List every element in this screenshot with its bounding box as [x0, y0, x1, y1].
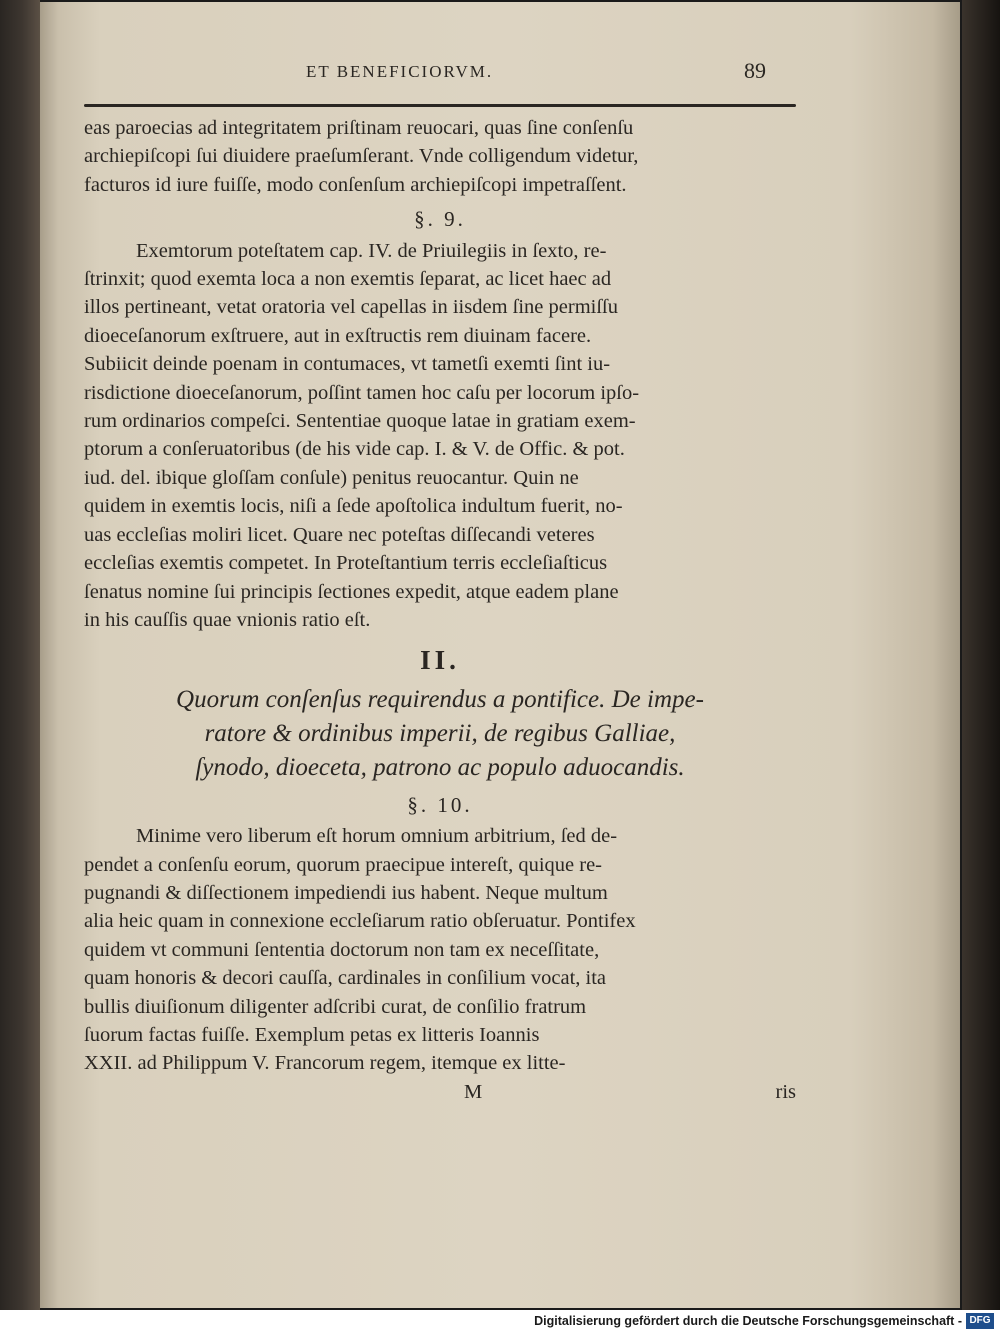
footer-bar [0, 1310, 1000, 1334]
text-line: facturos id iure fuiſſe, modo conſenſum archiepiſcopi impetraſſent. [84, 173, 627, 196]
heading-line: Quorum conſenſus requirendus a pontifice. De impe- [176, 685, 704, 713]
page-number: 89 [744, 58, 766, 83]
text-line: quam honoris & decori cauſſa, cardinales in conſilium vocat, ita [84, 967, 607, 990]
running-title: ET BENEFICIORVM. [306, 62, 494, 81]
heading-line: ſynodo, dioeceta, patrono ac populo aduocandis. [195, 753, 685, 781]
paragraph-1 [84, 114, 796, 199]
section-mark: §. 9. [414, 207, 466, 232]
text-line: in his cauſſis quae vnionis ratio eſt. [84, 608, 371, 631]
running-header [84, 52, 796, 92]
text-line: quidem in exemtis locis, niſi a ſede apoſtolica indultum fuerit, no- [84, 495, 623, 518]
page-body [84, 114, 796, 1106]
text-line: uas eccleſias moliri licet. Quare nec poteſtas diſſecandi veteres [84, 523, 595, 546]
chapter-number: II. [420, 645, 460, 676]
catchword: ris [775, 1080, 796, 1103]
text-line: archiepiſcopi ſui diuidere praeſumſerant. Vnde colligendum videtur, [84, 145, 639, 168]
text-line: XXII. ad Philippum V. Francorum regem, itemque ex litte- [84, 1052, 566, 1075]
text-line: ſtrinxit; quod exemta loca a non exemtis ſeparat, ac licet haec ad [84, 268, 612, 291]
text-line: quidem vt communi ſententia doctorum non tam ex neceſſitate, [84, 938, 600, 961]
text-line: rum ordinarios compeſci. Sententiae quoque latae in gratiam exem- [84, 410, 636, 433]
text-line: iud. del. ibique gloſſam conſule) penitus reuocantur. Quin ne [84, 466, 579, 489]
text-line: illos pertineant, vetat oratoria vel capellas in iisdem ſine permiſſu [84, 296, 618, 319]
text-line: risdictione dioeceſanorum, poſſint tamen hoc caſu per locorum ipſo- [84, 381, 640, 404]
text-line: eccleſias exemtis competet. In Proteſtantium terris eccleſiaſticus [84, 552, 608, 575]
document-page [84, 52, 796, 1103]
catchline [84, 1078, 796, 1106]
text-line: ptorum a conſeruatoribus (de his vide cap. I. & V. de Offic. & pot. [84, 438, 625, 461]
signature-mark: M [464, 1080, 483, 1103]
text-line: pendet a conſenſu eorum, quorum praecipue intereſt, quique re- [84, 853, 602, 876]
text-line: alia heic quam in connexione eccleſiarum ratio obſeruatur. Pontifex [84, 910, 636, 933]
text-line: Subiicit deinde poenam in contumaces, vt tametſi exemti ſint iu- [84, 353, 611, 376]
text-line: eas paroecias ad integritatem priſtinam reuocari, quas ſine conſenſu [84, 117, 634, 139]
text-line: ſenatus nomine ſui principis ſectiones expedit, atque eadem plane [84, 580, 619, 603]
section-mark: §. 10. [407, 792, 473, 817]
dfg-logo: DFG [966, 1313, 994, 1329]
heading-line: ratore & ordinibus imperii, de regibus Galliae, [204, 719, 676, 747]
text-line: ſuorum factas fuiſſe. Exemplum petas ex litteris Ioannis [84, 1023, 540, 1046]
text-line: Exemtorum poteſtatem cap. IV. de Priuilegiis in ſexto, re- [136, 239, 607, 262]
text-line: bullis diuiſionum diligenter adſcribi curat, de conſilio fratrum [84, 995, 587, 1018]
text-line: dioeceſanorum exſtruere, aut in exſtructis rem diuinam facere. [84, 324, 592, 347]
text-line: pugnandi & diſſectionem impediendi ius habent. Neque multum [84, 881, 608, 904]
footer-credit: Digitalisierung gefördert durch die Deutsche Forschungsgemeinschaft - [534, 1314, 962, 1328]
chapter-heading [84, 683, 796, 785]
book-spine [0, 0, 40, 1310]
text-line: Minime vero liberum eſt horum omnium arbitrium, ſed de- [136, 825, 618, 848]
paragraph-3 [84, 822, 796, 1078]
paragraph-2 [84, 237, 796, 635]
page-edge [962, 0, 1000, 1310]
header-rule [84, 104, 796, 107]
